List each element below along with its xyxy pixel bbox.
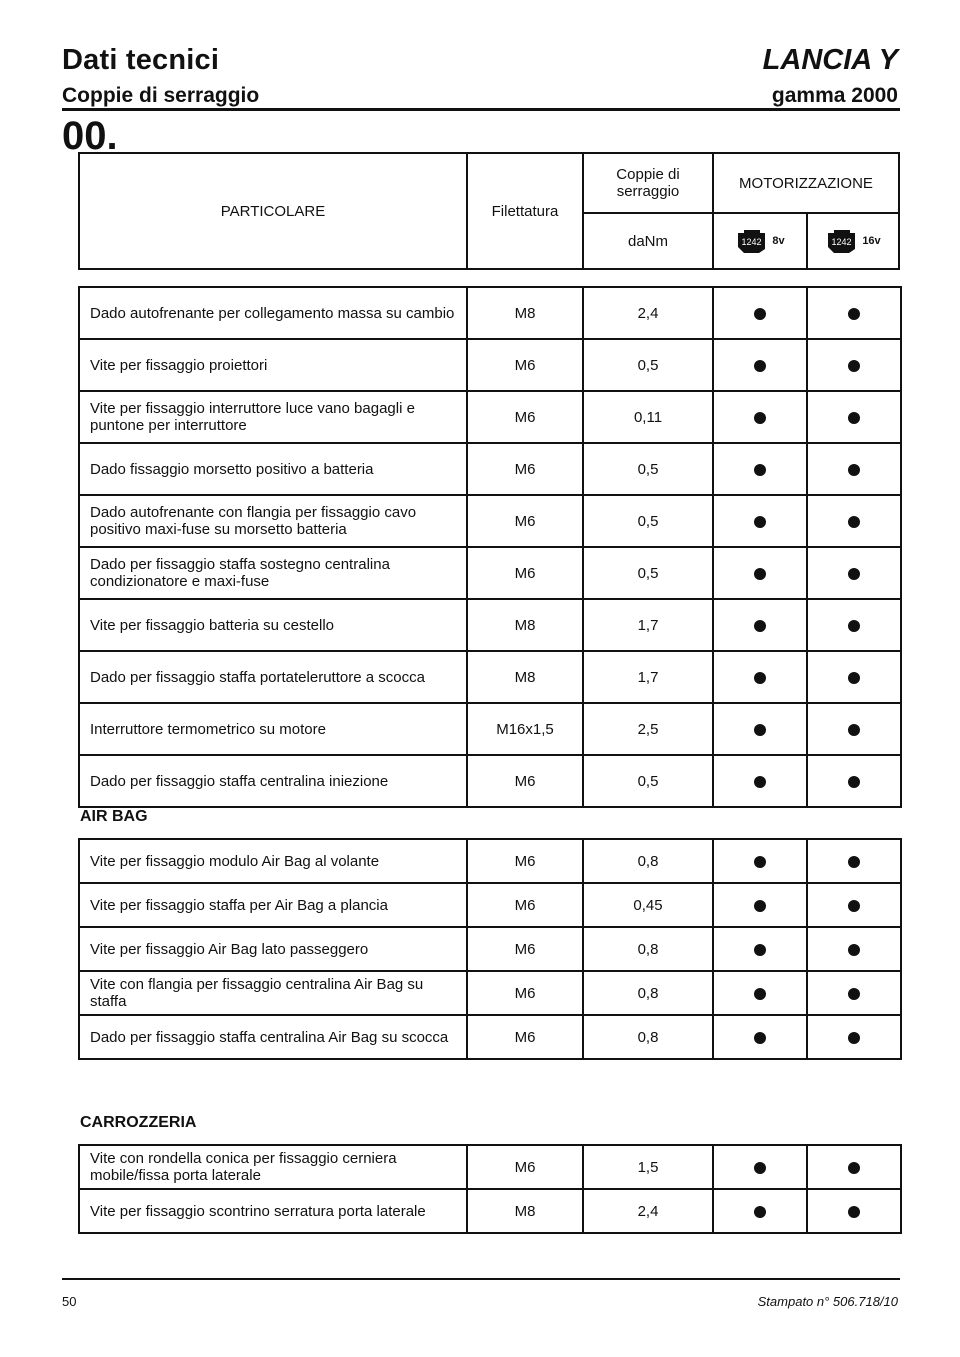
- row-description: Vite per fissaggio proiettori: [79, 339, 467, 391]
- engine-8v: [714, 214, 806, 268]
- bullet-icon: [848, 672, 860, 684]
- row-thread: M6: [467, 443, 583, 495]
- engine-8v-applicable: [713, 1189, 807, 1233]
- engine-icon: [735, 227, 769, 255]
- engine-16v-applicable: [807, 547, 901, 599]
- engine-16v-applicable: [807, 755, 901, 807]
- engine-16v: [808, 214, 898, 268]
- row-description: Vite per fissaggio Air Bag lato passeggero: [79, 927, 467, 971]
- header-filettatura: Filettatura: [491, 202, 559, 220]
- bullet-icon: [848, 1032, 860, 1044]
- footer-rule: [62, 1278, 900, 1280]
- torque-table-carrozzeria: [78, 1144, 902, 1234]
- engine-badge: [735, 227, 784, 255]
- bullet-icon: [848, 412, 860, 424]
- row-description: Vite per fissaggio interruttore luce vano bagagli e puntone per interruttore: [79, 391, 467, 443]
- engine-8v-applicable: [713, 443, 807, 495]
- row-torque: 0,8: [583, 839, 713, 883]
- row-description: Vite con rondella conica per fissaggio cerniera mobile/fissa porta laterale: [79, 1145, 467, 1189]
- bullet-icon: [754, 856, 766, 868]
- row-thread: M6: [467, 927, 583, 971]
- bullet-icon: [754, 944, 766, 956]
- engine-16v-applicable: [807, 287, 901, 339]
- bullet-icon: [848, 988, 860, 1000]
- bullet-icon: [848, 776, 860, 788]
- row-thread: M8: [467, 651, 583, 703]
- bullet-icon: [848, 464, 860, 476]
- row-description: Vite per fissaggio modulo Air Bag al volante: [79, 839, 467, 883]
- row-description: Dado per fissaggio staffa centralina Air Bag su scocca: [79, 1015, 467, 1059]
- valve-label: 16v: [862, 234, 881, 247]
- row-torque: 1,7: [583, 651, 713, 703]
- engine-16v-applicable: [807, 1015, 901, 1059]
- row-description: Vite per fissaggio staffa per Air Bag a plancia: [79, 883, 467, 927]
- row-description: Dado autofrenante per collegamento massa su cambio: [79, 287, 467, 339]
- row-thread: M16x1,5: [467, 703, 583, 755]
- engine-8v-applicable: [713, 287, 807, 339]
- bullet-icon: [848, 360, 860, 372]
- engine-16v-applicable: [807, 651, 901, 703]
- row-torque: 2,5: [583, 703, 713, 755]
- engine-8v-applicable: [713, 927, 807, 971]
- engine-16v-applicable: [807, 339, 901, 391]
- bullet-icon: [848, 1206, 860, 1218]
- engine-16v-applicable: [807, 839, 901, 883]
- table-row: [79, 391, 901, 443]
- row-thread: M6: [467, 883, 583, 927]
- print-reference: Stampato n° 506.718/10: [757, 1294, 898, 1309]
- page-title: Dati tecnici: [62, 44, 220, 76]
- table-header: [78, 152, 900, 270]
- row-description: Dado per fissaggio staffa centralina iniezione: [79, 755, 467, 807]
- bullet-icon: [754, 1162, 766, 1174]
- engine-8v-applicable: [713, 1145, 807, 1189]
- engine-16v-applicable: [807, 443, 901, 495]
- row-description: Dado autofrenante con flangia per fissaggio cavo positivo maxi-fuse su morsetto batteria: [79, 495, 467, 547]
- bullet-icon: [754, 988, 766, 1000]
- engine-8v-applicable: [713, 547, 807, 599]
- row-thread: M6: [467, 971, 583, 1015]
- row-description: Vite con flangia per fissaggio centralina Air Bag su staffa: [79, 971, 467, 1015]
- engine-8v-applicable: [713, 651, 807, 703]
- row-torque: 1,7: [583, 599, 713, 651]
- engine-8v-applicable: [713, 703, 807, 755]
- row-torque: 0,5: [583, 339, 713, 391]
- table-row: [79, 339, 901, 391]
- engine-16v-applicable: [807, 391, 901, 443]
- engine-16v-applicable: [807, 495, 901, 547]
- torque-table-airbag: [78, 838, 902, 1060]
- row-thread: M6: [467, 755, 583, 807]
- row-description: Dado fissaggio morsetto positivo a batteria: [79, 443, 467, 495]
- model-range: gamma 2000: [771, 84, 898, 107]
- engine-16v-applicable: [807, 927, 901, 971]
- table-row: [79, 703, 901, 755]
- table-row: [79, 1015, 901, 1059]
- section-title-airbag: AIR BAG: [80, 808, 148, 825]
- engine-16v-applicable: [807, 971, 901, 1015]
- bullet-icon: [754, 1206, 766, 1218]
- table-row: [79, 1145, 901, 1189]
- table-row: [79, 287, 901, 339]
- bullet-icon: [754, 672, 766, 684]
- bullet-icon: [754, 724, 766, 736]
- row-torque: 0,8: [583, 1015, 713, 1059]
- row-torque: 0,8: [583, 927, 713, 971]
- bullet-icon: [754, 620, 766, 632]
- row-thread: M6: [467, 1145, 583, 1189]
- table-row: [79, 883, 901, 927]
- engine-16v-applicable: [807, 883, 901, 927]
- header-motorizzazione: MOTORIZZAZIONE: [739, 174, 873, 192]
- engine-16v-applicable: [807, 703, 901, 755]
- engine-8v-applicable: [713, 339, 807, 391]
- page-subtitle: Coppie di serraggio: [62, 84, 260, 107]
- table-row: [79, 1189, 901, 1233]
- row-torque: 0,5: [583, 443, 713, 495]
- row-torque: 0,8: [583, 971, 713, 1015]
- section-title-carrozzeria: CARROZZERIA: [80, 1114, 197, 1131]
- table-row: [79, 443, 901, 495]
- row-thread: M8: [467, 599, 583, 651]
- row-description: Vite per fissaggio batteria su cestello: [79, 599, 467, 651]
- page-number: 50: [62, 1294, 77, 1309]
- row-torque: 0,45: [583, 883, 713, 927]
- engine-8v-applicable: [713, 839, 807, 883]
- brand-name: LANCIA Y: [762, 44, 898, 76]
- table-row: [79, 971, 901, 1015]
- row-thread: M6: [467, 547, 583, 599]
- bullet-icon: [848, 568, 860, 580]
- row-thread: M6: [467, 391, 583, 443]
- header-coppie: Coppie di serraggio: [616, 166, 680, 200]
- row-description: Interruttore termometrico su motore: [79, 703, 467, 755]
- valve-label: 8v: [772, 234, 785, 247]
- engine-8v-applicable: [713, 883, 807, 927]
- table-row: [79, 755, 901, 807]
- bullet-icon: [754, 1032, 766, 1044]
- bullet-icon: [754, 464, 766, 476]
- table-row: [79, 599, 901, 651]
- row-torque: 2,4: [583, 1189, 713, 1233]
- row-torque: 0,5: [583, 495, 713, 547]
- engine-icon: [825, 227, 859, 255]
- row-thread: M6: [467, 839, 583, 883]
- row-torque: 0,11: [583, 391, 713, 443]
- bullet-icon: [848, 900, 860, 912]
- svg-text:1242: 1242: [831, 237, 852, 247]
- table-row: [79, 651, 901, 703]
- row-thread: M6: [467, 339, 583, 391]
- engine-8v-applicable: [713, 391, 807, 443]
- bullet-icon: [754, 412, 766, 424]
- engine-8v-applicable: [713, 1015, 807, 1059]
- table-row: [79, 927, 901, 971]
- engine-8v-applicable: [713, 495, 807, 547]
- engine-16v-applicable: [807, 1189, 901, 1233]
- row-description: Dado per fissaggio staffa sostegno centralina condizionatore e maxi-fuse: [79, 547, 467, 599]
- header-unit: daNm: [627, 232, 668, 250]
- row-torque: 2,4: [583, 287, 713, 339]
- engine-16v-applicable: [807, 599, 901, 651]
- bullet-icon: [754, 308, 766, 320]
- bullet-icon: [754, 900, 766, 912]
- engine-badge: [825, 227, 880, 255]
- bullet-icon: [848, 516, 860, 528]
- bullet-icon: [754, 776, 766, 788]
- row-thread: M8: [467, 1189, 583, 1233]
- header-rule: [62, 108, 900, 111]
- svg-text:1242: 1242: [741, 237, 762, 247]
- table-row: [79, 495, 901, 547]
- bullet-icon: [754, 568, 766, 580]
- bullet-icon: [754, 360, 766, 372]
- engine-8v-applicable: [713, 755, 807, 807]
- row-torque: 1,5: [583, 1145, 713, 1189]
- engine-8v-applicable: [713, 599, 807, 651]
- engine-8v-applicable: [713, 971, 807, 1015]
- table-row: [79, 547, 901, 599]
- torque-table-general: [78, 286, 902, 808]
- row-description: Dado per fissaggio staffa portateleruttore a scocca: [79, 651, 467, 703]
- header-particolare: PARTICOLARE: [220, 202, 326, 220]
- row-thread: M6: [467, 1015, 583, 1059]
- engine-16v-applicable: [807, 1145, 901, 1189]
- section-number: 00.: [62, 114, 118, 158]
- bullet-icon: [848, 308, 860, 320]
- table-row: [79, 839, 901, 883]
- bullet-icon: [848, 620, 860, 632]
- bullet-icon: [848, 724, 860, 736]
- bullet-icon: [754, 516, 766, 528]
- bullet-icon: [848, 1162, 860, 1174]
- bullet-icon: [848, 856, 860, 868]
- row-torque: 0,5: [583, 755, 713, 807]
- row-thread: M6: [467, 495, 583, 547]
- row-torque: 0,5: [583, 547, 713, 599]
- row-thread: M8: [467, 287, 583, 339]
- bullet-icon: [848, 944, 860, 956]
- row-description: Vite per fissaggio scontrino serratura porta laterale: [79, 1189, 467, 1233]
